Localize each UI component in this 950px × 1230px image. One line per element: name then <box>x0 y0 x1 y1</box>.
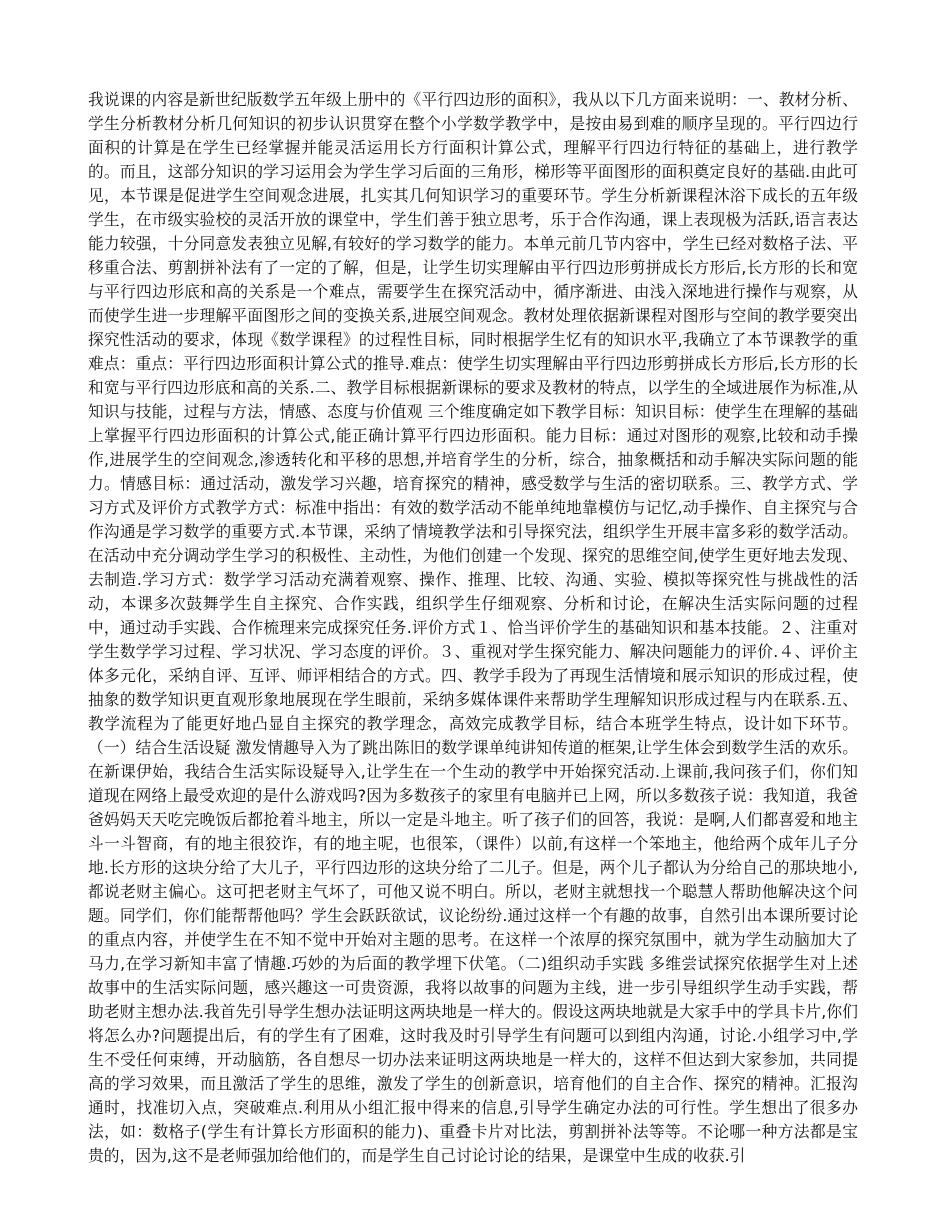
body-paragraph: 我说课的内容是新世纪版数学五年级上册中的《平行四边形的面积》，我从以下几方面来说明：一、教材分析、学生分析教材分析几何知识的初步认识贯穿在整个小学数学教学中，是按由易到难的顺序呈现的。平行四边行面积的计算是在学生已经掌握并能灵活运用长方行面积计算公式，理解平行四边行特征的基础上，进行教学的。而且，这部分知识的学习运用会为学生学习后面的三角形，梯形等平面图形的面积奠定良好的基础.由此可见，本节课是促进学生空间观念进展，扎实其几何知识学习的重要环节。学生分析新课程沐浴下成长的五年级学生，在市级实验校的灵活开放的课堂中，学生们善于独立思考，乐于合作沟通，课上表现极为活跃,语言表达能力较强，十分同意发表独立见解,有较好的学习数学的能力。本单元前几节内容中，学生已经对数格子法、平移重合法、剪割拼补法有了一定的了解，但是，让学生切实理解由平行四边形剪拼成长方形后,长方形的长和宽与平行四边形底和高的关系是一个难点，需要学生在探究活动中，循序渐进、由浅入深地进行操作与观察，从而使学生进一步理解平面图形之间的变换关系,进展空间观念。教材处理依据新课程对图形与空间的教学要突出探究性活动的要求，体现《数学课程》的过程性目标，同时根据学生忆有的知识水平,我确立了本节课教学的重难点：重点：平行四边形面积计算公式的推导.难点：使学生切实理解由平行四边形剪拼成长方形后,长方形的长和宽与平行四边形底和高的关系.二、教学目标根据新课标的要求及教材的特点，以学生的全域进展作为标准,从知识与技能，过程与方法，情感、态度与价值观 三个维度确定如下教学目标：知识目标：使学生在理解的基础上掌握平行四边形面积的计算公式,能正确计算平行四边形面积。能力目标：通过对图形的观察,比较和动手操作,进展学生的空间观念,渗透转化和平移的思想,并培育学生的分析，综合，抽象概括和动手解决实际问题的能力。情感目标：通过活动，激发学习兴趣，培育探究的精神，感受数学与生活的密切联系。三、教学方式、学习方式及评价方式教学方式：标准中指出：有效的数学活动不能单纯地靠模仿与记忆,动手操作、自主探究与合作沟通是学习数学的重要方式.本节课，采纳了情境教学法和引导探究法，组织学生开展丰富多彩的数学活动。在活动中充分调动学生学习的积极性、主动性，为他们创建一个发现、探究的思维空间,使学生更好地去发现、去制造.学习方式：数学学习活动充满着观察、操作、推理、比较、沟通、实验、模拟等探究性与挑战性的活动，本课多次鼓舞学生自主探究、合作实践，组织学生仔细观察、分析和讨论，在解决生活实际问题的过程中，通过动手实践、合作梳理来完成探究任务.评价方式１、恰当评价学生的基础知识和基本技能。２、注重对学生数学学习过程、学习状况、学习态度的评价。３、重视对学生探究能力、解决问题能力的评价.４、评价主体多元化，采纳自评、互评、师评相结合的方式。四、教学手段为了再现生活情境和展示知识的形成过程，使抽象的数学知识更直观形象地展现在学生眼前，采纳多媒体课件来帮助学生理解知识形成过程与内在联系.五、教学流程为了能更好地凸显自主探究的教学理念，高效完成教学目标，结合本班学生特点，设计如下环节。（一）结合生活设疑 激发情趣导入为了跳出陈旧的数学课单纯讲知传道的框架,让学生体会到数学生活的欢乐。在新课伊始，我结合生活实际设疑导入,让学生在一个生动的教学中开始探究活动.上课前,我问孩子们，你们知道现在网络上最受欢迎的是什么游戏吗?因为多数孩子的家里有电脑并已上网，所以多数孩子说：我知道，我爸爸妈妈天天吃完晚饭后都抢着斗地主，所以一定是斗地主。听了孩子们的回答，我说：是啊,人们都喜爱和地主斗一斗智商，有的地主很狡诈，有的地主呢，也很笨，（课件）以前,有这样一个笨地主，他给两个成年儿子分地.长方形的这块分给了大儿子，平行四边形的这块分给了二儿子。但是，两个儿子都认为分给自己的那块地小,都说老财主偏心。这可把老财主气坏了，可他又说不明白。所以，老财主就想找一个聪慧人帮助他解决这个问题。同学们，你们能帮帮他吗？学生会跃跃欲试，议论纷纷.通过这样一个有趣的故事，自然引出本课所要讨论的重点内容，并使学生在不知不觉中开始对主题的思考。在这样一个浓厚的探究氛围中，就为学生动脑加大了马力,在学习新知丰富了情趣.巧妙的为后面的教学埋下伏笔。（二)组织动手实践 多维尝试探究依据学生对上述故事中的生活实际问题，感兴趣这一可贵资源，我将以故事的问题为主线，进一步引导组织学生动手实践，帮助老财主想办法.我首先引导学生想办法证明这两块地是一样大的。假设这两块地就是大家手中的学具卡片,你们将怎么办?问题提出后，有的学生有了困难，这时我及时引导学生有问题可以到组内沟通，讨论.小组学习中,学生不受任何束缚，开动脑筋，各自想尽一切办法来证明这两块地是一样大的，这样不但达到大家参加，共同提高的学习效果，而且激活了学生的思维，激发了学生的创新意识，培育他们的自主合作、探究的精神。汇报沟通时，找准切入点，突破难点.利用从小组汇报中得来的信息,引导学生确定办法的可行性。学生想出了很多办法，如：数格子(学生有计算长方形面积的能力)、重叠卡片对比法，剪割拼补法等等。不论哪一种方法都是宝贵的，因为,这不是老师强加给他们的，而是学生自己讨论讨论的结果，是课堂中生成的收获.引 <box>88 90 858 1165</box>
document-page <box>88 88 858 1168</box>
